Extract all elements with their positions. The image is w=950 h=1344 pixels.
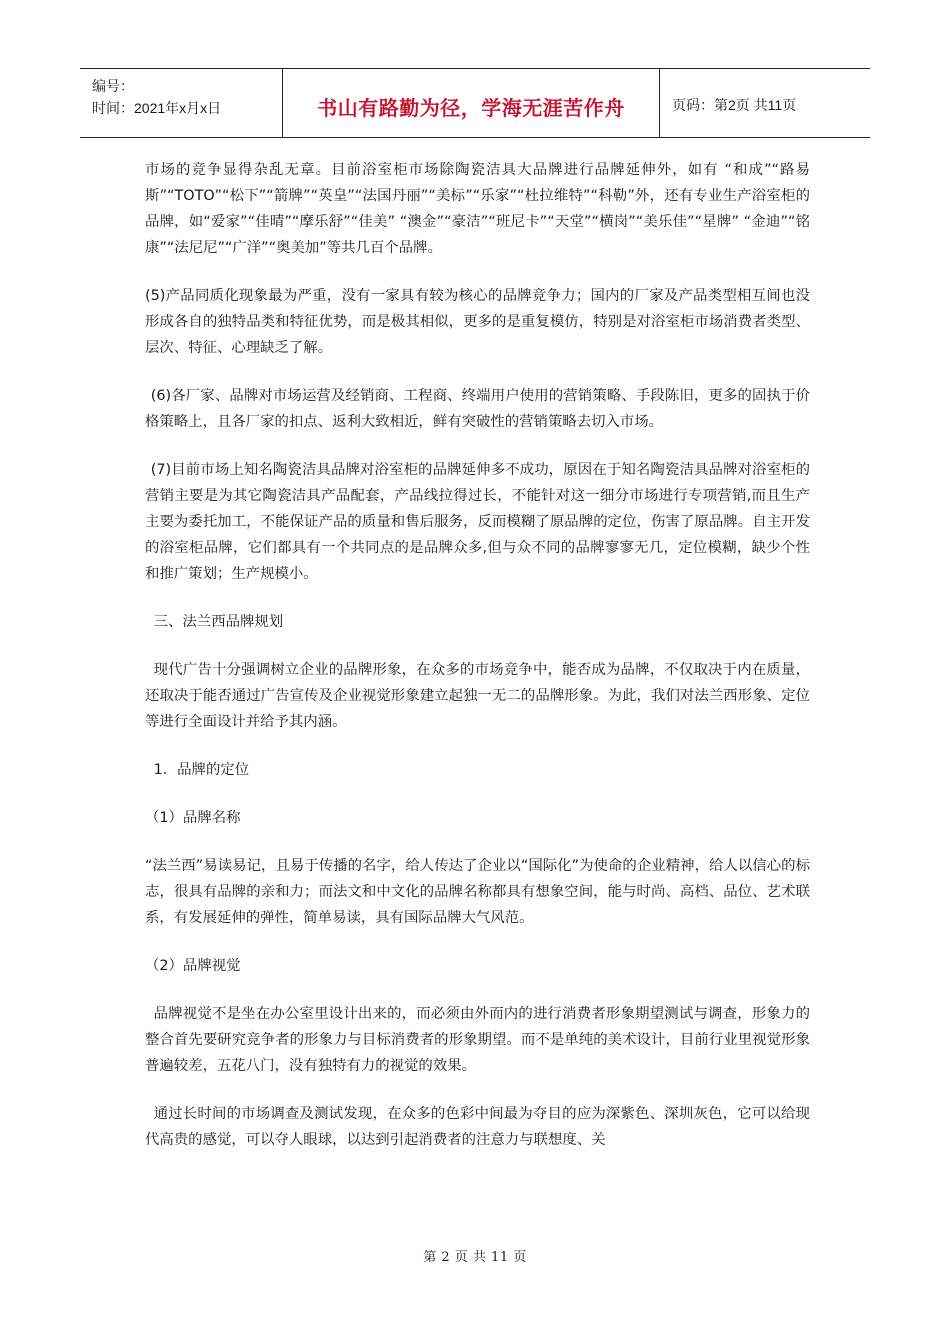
header-motto: 书山有路勤为径，学海无涯苦作舟 — [317, 95, 625, 120]
document-body — [145, 157, 810, 1175]
document-number-label: 编号： — [92, 78, 134, 94]
subheading-brand-positioning: 1．品牌的定位 — [153, 762, 250, 778]
subheading-brand-visual: （2）品牌视觉 — [145, 958, 241, 974]
document-header — [80, 68, 870, 138]
header-page-info: 页码：第2页 共11页 — [672, 97, 797, 113]
paragraph-brand-list: 市场的竞争显得杂乱无章。目前浴室柜市场除陶瓷洁具大品牌进行品牌延伸外，如有 “和成”“路易斯”“TOTO”“松下”“箭牌”“英皇”“法国丹丽”“美标”“乐家”“杜拉维特”“科勒”外，还有专业生产浴室柜的品牌，如“爱家”“佳晴”“摩乐舒”“佳美” “澳金”“豪洁”“班尼卡”“天堂”“横岗”“美乐佳”“星牌” “金迪”“铭康”“法尼尼”“广洋”“奥美加”等共几百个品牌。 — [145, 162, 810, 256]
subheading-brand-name: （1）品牌名称 — [145, 810, 241, 826]
header-motto-cell — [283, 69, 660, 137]
header-meta-cell — [80, 69, 283, 137]
paragraph-point-7: (7)目前市场上知名陶瓷洁具品牌对浴室柜的品牌延伸多不成功，原因在于知名陶瓷洁具品牌对浴室柜的营销主要是为其它陶瓷洁具产品配套，产品线拉得过长，不能针对这一细分市场进行专项营销,而且生产主要为委托加工，不能保证产品的质量和售后服务，反而模糊了原品牌的定位，伤害了原品牌。自主开发的浴室柜品牌，它们都具有一个共同点的是品牌众多,但与众不同的品牌寥寥无几，定位模糊，缺少个性和推广策划；生产规模小。 — [145, 462, 810, 582]
paragraph-brand-name: “法兰西”易读易记，且易于传播的名字，给人传达了企业以“国际化”为使命的企业精神，给人以信心的标志，很具有品牌的亲和力；而法文和中文化的品牌名称都具有想象空间，能与时尚、高档、品位、艺术联系，有发展延伸的弹性，简单易读，具有国际品牌大气风范。 — [145, 858, 810, 926]
header-page-cell — [660, 69, 870, 137]
paragraph-color-research: 通过长时间的市场调查及测试发现，在众多的色彩中间最为夺目的应为深紫色、深圳灰色，它可以给现代高贵的感觉，可以夺人眼球，以达到引起消费者的注意力与联想度、关 — [145, 1106, 810, 1148]
section-heading-brand-planning: 三、法兰西品牌规划 — [153, 614, 284, 630]
page-footer: 第 2 页 共 11 页 — [423, 1250, 527, 1265]
paragraph-brand-visual: 品牌视觉不是坐在办公室里设计出来的，而必须由外而内的进行消费者形象期望测试与调查，形象力的整合首先要研究竞争者的形象力与目标消费者的形象期望。而不是单纯的美术设计，目前行业里视觉形象普遍较差，五花八门，没有独特有力的视觉的效果。 — [145, 1006, 810, 1074]
paragraph-brand-image: 现代广告十分强调树立企业的品牌形象，在众多的市场竞争中，能否成为品牌，不仅取决于内在质量，还取决于能否通过广告宣传及企业视觉形象建立起独一无二的品牌形象。为此，我们对法兰西形象、定位等进行全面设计并给予其内涵。 — [145, 662, 810, 730]
paragraph-point-6: (6)各厂家、品牌对市场运营及经销商、工程商、终端用户使用的营销策略、手段陈旧，更多的固执于价格策略上，且各厂家的扣点、返利大致相近，鲜有突破性的营销策略去切入市场。 — [145, 388, 810, 430]
paragraph-point-5: (5)产品同质化现象最为严重，没有一家具有较为核心的品牌竞争力；国内的厂家及产品类型相互间也没形成各自的独特品类和特征优势，而是极其相似，更多的是重复模仿，特别是对浴室柜市场消费者类型、层次、特征、心理缺乏了解。 — [145, 288, 810, 356]
document-date: 时间：2021年x月x日 — [92, 100, 222, 116]
